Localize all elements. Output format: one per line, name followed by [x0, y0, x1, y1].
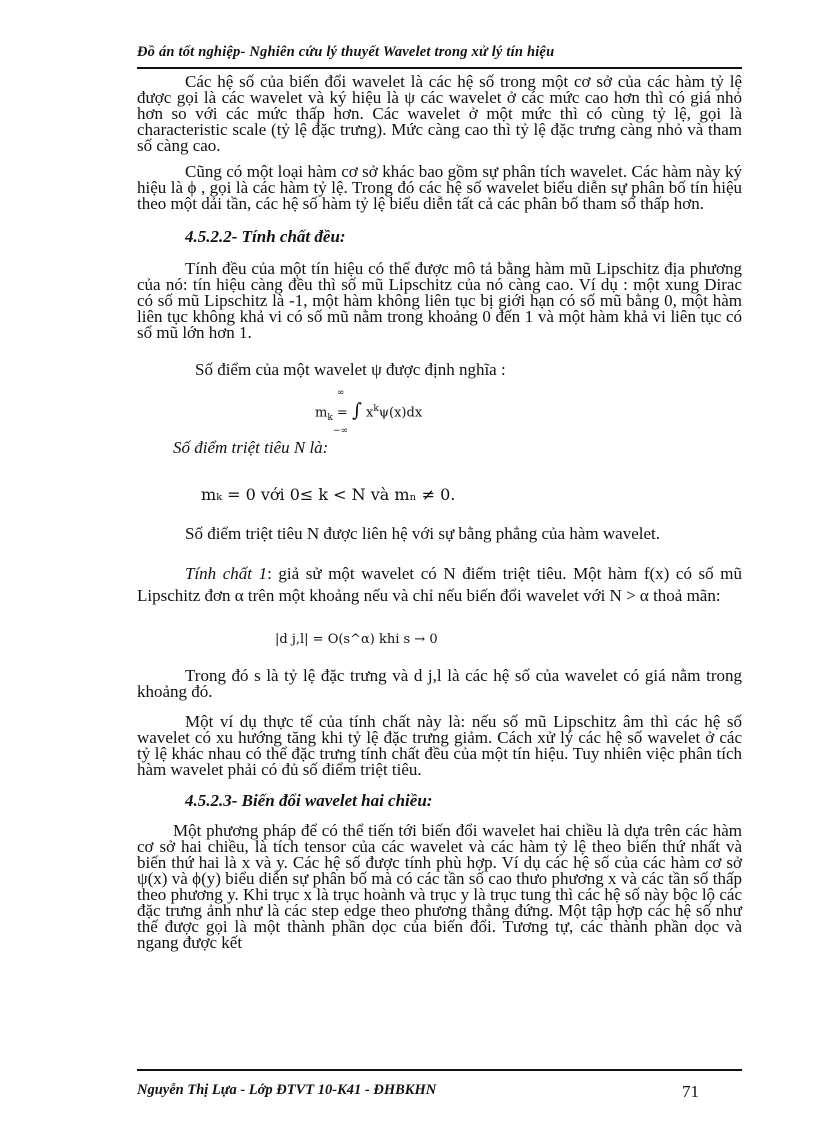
- vanishing-moment-condition: mₖ = 0 với 0≤ k < N và mₙ ≠ 0.: [201, 485, 456, 504]
- lipschitz-formula: |d j,l| = O(s^α) khi s → 0: [275, 632, 438, 647]
- page-number: 71: [682, 1082, 699, 1101]
- moment-formula: ∞ $m_k$ = ∫ $x^k\psi(x)dx$ −∞: [315, 385, 742, 435]
- paragraph-2: Cũng có một loại hàm cơ sở khác bao gồm sự phân tích wavelet. Các hàm này ký hiệu là ϕ , gọi là các hàm tỷ lệ. Trong đó các hệ số wavelet biểu diễn sự phân bố tín hiệu theo một dải tần, các hệ số hàm tỷ lệ biểu diễn tất cả các phân bố tham số thấp hơn.: [137, 162, 742, 213]
- paragraph-8: Trong đó s là tỷ lệ đặc trưng và d j,l là các hệ số của wavelet có giá nằm trong khoảng đó.: [137, 666, 742, 701]
- property-label: Tính chất 1: [185, 564, 268, 583]
- page-content: [137, 74, 742, 951]
- page-footer: Nguyễn Thị Lựa - Lớp ĐTVT 10-K41 - ĐHBKHN: [137, 1082, 437, 1098]
- page-header: Đồ án tốt nghiệp- Nghiên cứu lý thuyết Wavelet trong xử lý tín hiệu: [137, 44, 555, 60]
- section-heading-4-5-2-3: 4.5.2.3- Biến đổi wavelet hai chiều:: [185, 791, 433, 810]
- paragraph-6: Số điểm triệt tiêu N được liên hệ với sự bằng phẳng của hàm wavelet.: [185, 524, 660, 543]
- section-heading-4-5-2-2: 4.5.2.2- Tính chất đều:: [185, 227, 346, 246]
- integral-lower-limit: −∞: [333, 426, 349, 436]
- paragraph-5: Số điểm triệt tiêu N là:: [173, 438, 329, 457]
- header-rule: [137, 67, 742, 69]
- paragraph-9: Một ví dụ thực tế của tính chất này là: nếu số mũ Lipschitz âm thì các hệ số wavelet có xu hướng tăng khi tỷ lệ đặc trưng giảm. Cách xử lý các hệ số wavelet ở các tỷ lệ khác nhau có thể đặc trưng tính chất đều của một tín hiệu. Tuy nhiên việc phân tích hàm wavelet phải có đủ số điểm triệt tiêu.: [137, 712, 742, 779]
- footer-rule: [137, 1069, 742, 1071]
- paragraph-10: Một phương pháp để có thể tiến tới biến đổi wavelet hai chiều là dựa trên các hàm cơ sở hai chiều, là tích tensor của các wavelet và các hàm tỷ lệ theo biến thứ nhất và biến thứ hai là x và y. Các hệ số được tính phù hợp. Ví dụ các hệ số của các hàm cơ sở ψ(x) và ϕ(y) biểu diễn sự phân bố mà có các tần số cao thưo phương x và các tần số thấp theo phương y. Khi trục x là trục hoành và trục y là trục tung thì các hệ số này bộc lộ các đặc trưng ảnh như là các step edge theo phương thẳng đứng. Một tập hợp các hệ số như thế được gọi là một thành phần dọc của biến đổi. Tương tự, các thành phần dọc và ngang được kết: [137, 821, 742, 952]
- paragraph-4: Số điểm của một wavelet ψ được định nghĩa :: [195, 360, 506, 379]
- paragraph-7: Tính chất 1: giả sử một wavelet có N điểm triệt tiêu. Một hàm f(x) có số mũ Lipschitz đơn α trên một khoảng nếu và chỉ nếu biến đổi wavelet với N > α thoả mãn:: [137, 564, 742, 605]
- paragraph-1: Các hệ số của biến đổi wavelet là các hệ số trong một cơ sở của các hàm tỷ lệ được gọi là các wavelet và ký hiệu là ψ các wavelet ở các mức cao hơn thì có giá nhỏ hơn so với các mức thấp hơn. Các wavelet ở một mức thì có cùng tỷ lệ, gọi là characteristic scale (tỷ lệ đặc trưng). Mức càng cao thì tỷ lệ đặc trưng càng nhỏ và tham số càng cao.: [137, 72, 742, 155]
- paragraph-3: Tính đều của một tín hiệu có thể được mô tả bằng hàm mũ Lipschitz địa phương của nó: tín hiệu càng đều thì số mũ Lipschitz của nó càng cao. Ví dụ : một xung Dirac có số mũ Lipschitz là -1, một hàm không liên tục bị giới hạn có số mũ bằng 0, một hàm liên tục không khả vi có số mũ nằm trong khoảng 0 đến 1 và một hàm khả vi liên tục có số mũ lớn hơn 1.: [137, 259, 742, 342]
- integral-upper-limit: ∞: [337, 388, 345, 398]
